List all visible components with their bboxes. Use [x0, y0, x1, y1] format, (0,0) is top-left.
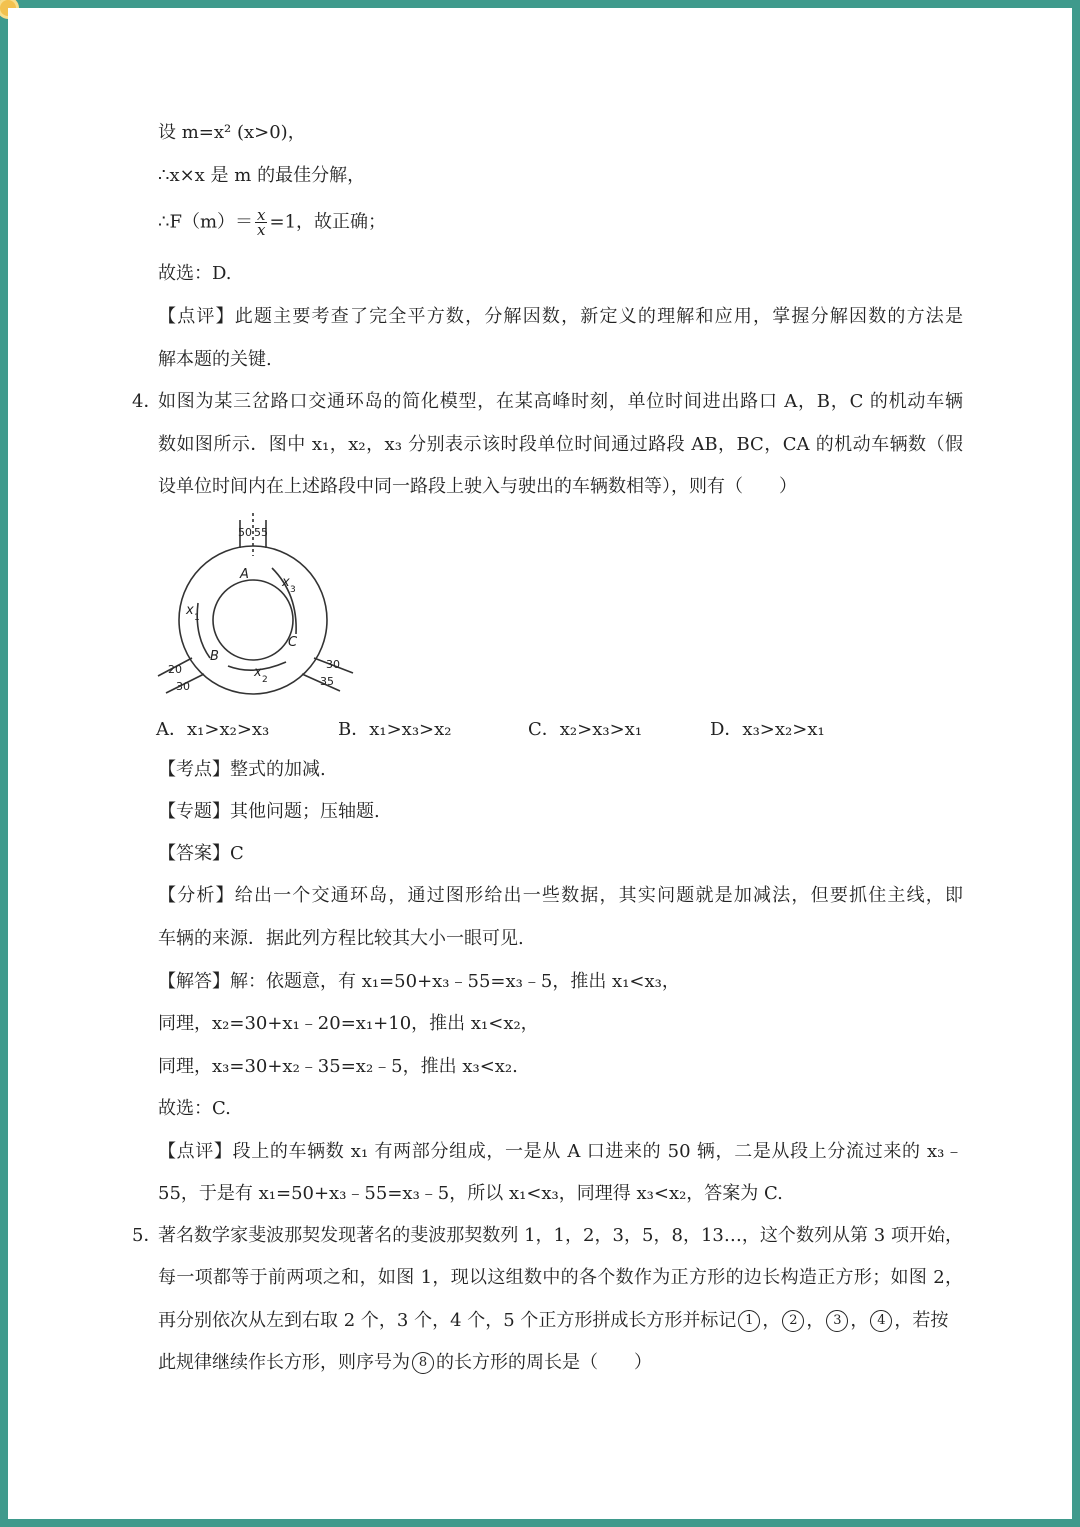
q4-text-1: 如图为某三岔路口交通环岛的简化模型，在某高峰时刻，单位时间进出路口 A，B，C 的机动车辆	[158, 391, 963, 412]
prev-line-1: 设 m=x² (x>0)，	[158, 122, 306, 143]
prev-comment-1	[158, 303, 963, 331]
q4-kaodian: 【考点】整式的加减.	[158, 759, 326, 780]
page	[8, 8, 1072, 1519]
flow-arrow-ab	[197, 603, 210, 658]
q4-analysis-2: 车辆的来源．据此列方程比较其大小一眼可见.	[158, 928, 524, 949]
q5-text-3: 再分别依次从左到右取 2 个，3 个，4 个，5 个正方形拼成长方形并标记 1 ， 2 ， 3 ， 4 ，若按	[158, 1310, 949, 1331]
q5-text-3-pre: 再分别依次从左到右取 2 个，3 个，4 个，5 个正方形拼成长方形并标记	[158, 1310, 737, 1331]
q5-number: 5．	[132, 1225, 162, 1246]
option-b: B．x₁>x₃>x₂	[338, 719, 452, 740]
label-x2-sub: 2	[262, 675, 268, 685]
circled-mark-4: 4	[870, 1310, 892, 1332]
outer-ring	[179, 546, 327, 694]
q5-text-1: 著名数学家斐波那契发现著名的斐波那契数列 1，1，2，3，5，8，13…，这个数列从第 3 项开始，	[158, 1225, 963, 1246]
q5-text-2: 每一项都等于前两项之和，如图 1，现以这组数中的各个数作为正方形的边长构造正方形；如图 2，	[158, 1267, 963, 1288]
q4-comment-2: 55，于是有 x₁=50+x₃﹣55=x₃﹣5，所以 x₁<x₃，同理得 x₃<x₂，答案为 C.	[158, 1183, 783, 1204]
label-30-right: 30	[326, 658, 340, 671]
label-b: B	[210, 649, 219, 664]
q4-solve-2: 同理，x₂=30+x₁﹣20=x₁+10，推出 x₁<x₂，	[158, 1013, 539, 1034]
prev-line-3-pre: ∴F（m）＝	[158, 211, 254, 233]
label-30-left: 30	[176, 680, 190, 693]
prev-line-3-post: =1，故正确；	[269, 211, 387, 233]
option-d: D．x₃>x₂>x₁	[710, 719, 825, 740]
q4-text-2: 数如图所示．图中 x₁，x₂，x₃ 分别表示该时段单位时间通过路段 AB，BC，CA 的机动车辆数（假	[158, 434, 963, 455]
fraction-denominator: x	[257, 221, 266, 239]
label-35: 35	[320, 675, 334, 688]
inner-island	[213, 580, 293, 660]
fraction-numerator: x	[257, 206, 266, 224]
q4-zhuanti: 【专题】其他问题；压轴题.	[158, 801, 380, 822]
label-50: 50	[238, 526, 252, 539]
prev-line-2: ∴x×x 是 m 的最佳分解，	[158, 165, 366, 186]
circled-mark-3: 3	[826, 1310, 848, 1332]
label-a: A	[240, 567, 249, 582]
q4-solve-3: 同理，x₃=30+x₂﹣35=x₂﹣5，推出 x₃<x₂.	[158, 1056, 518, 1077]
circled-mark-8: 8	[412, 1352, 434, 1374]
q4-comment-1: 【点评】段上的车辆数 x₁ 有两部分组成，一是从 A 口进来的 50 辆，二是从段上分流过来的 x₃﹣	[158, 1141, 963, 1162]
q4-choose: 故选：C.	[158, 1098, 231, 1119]
label-55: 55	[254, 526, 268, 539]
traffic-roundabout-figure	[148, 508, 368, 698]
prev-comment-text: 此题主要考查了完全平方数，分解因数，新定义的理解和应用，掌握分解因数的方法是	[234, 306, 963, 327]
q4-solve-1: 【解答】解：依题意，有 x₁=50+x₃﹣55=x₃﹣5，推出 x₁<x₃，	[158, 971, 680, 992]
label-x3: x	[282, 575, 290, 590]
q4-text-3: 设单位时间内在上述路段中同一路段上驶入与驶出的车辆数相等），则有（ ）	[158, 476, 797, 497]
option-a: A．x₁>x₂>x₃	[156, 719, 270, 740]
label-x1: x	[186, 603, 194, 618]
label-20: 20	[168, 663, 182, 676]
q5-text-4-post: 的长方形的周长是（ ）	[436, 1352, 652, 1373]
label-x1-sub: 1	[194, 613, 200, 623]
label-x3-sub: 3	[290, 585, 296, 595]
prev-line-3	[158, 208, 386, 237]
prev-choose: 故选：D.	[158, 263, 232, 284]
q4-answer: 【答案】C	[158, 843, 244, 864]
prev-comment-2: 解本题的关键.	[158, 349, 272, 370]
q5-text-3-post: ，若按	[894, 1310, 949, 1331]
fraction	[255, 208, 267, 237]
q4-analysis-1: 【分析】给出一个交通环岛，通过图形给出一些数据，其实问题就是加减法，但要抓住主线，即	[158, 885, 963, 906]
label-x2: x	[254, 665, 262, 680]
circled-mark-1: 1	[738, 1310, 760, 1332]
label-c: C	[288, 635, 298, 650]
q5-text-4-pre: 此规律继续作长方形，则序号为	[158, 1352, 410, 1373]
prev-comment-tag: 【点评】	[158, 306, 235, 327]
circled-mark-2: 2	[782, 1310, 804, 1332]
option-c: C．x₂>x₃>x₁	[528, 719, 643, 740]
q5-text-4	[158, 1349, 652, 1377]
q4-number: 4．	[132, 391, 162, 412]
